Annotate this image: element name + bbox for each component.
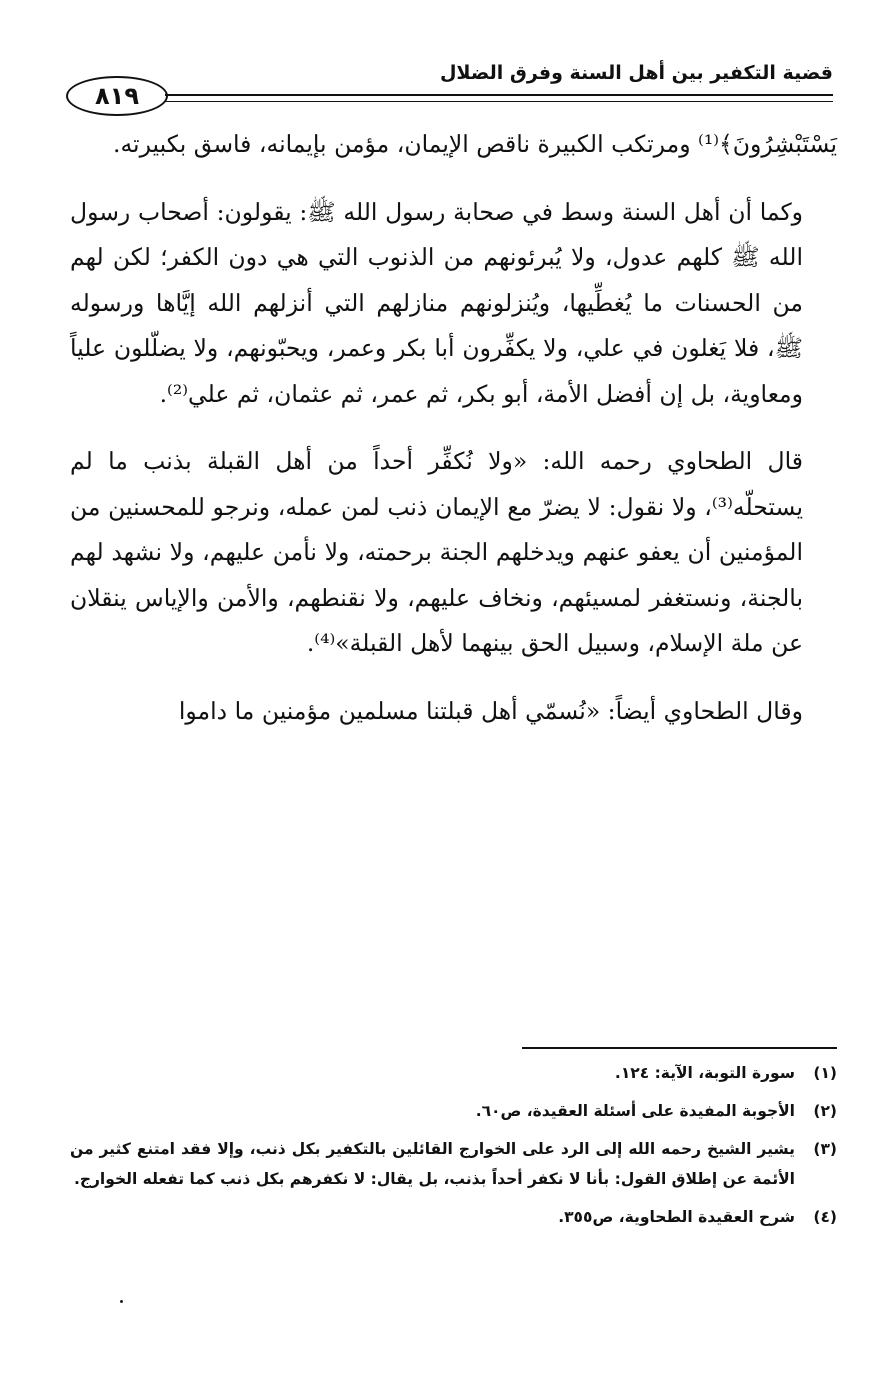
main-text (70, 122, 837, 734)
paragraph-4: وقال الطحاوي أيضاً: «نُسمّي أهل قبلتنا مسلمين مؤمنين ما داموا (178, 696, 803, 725)
footnote-number: (٣) (813, 1140, 837, 1158)
footnote-text: يشير الشيخ رحمه الله إلى الرد على الخوارج القائلين بالتكفير بكل ذنب، وإلا فقد امتنع كثير من الأئمة عن إطلاق القول: بأنا لا نكفر أحداً بذنب، بل يقال: لا نكفرهم بكل ذنب كما تفعله الخوارج. (70, 1140, 795, 1188)
header-rule (165, 94, 833, 102)
paragraph-3: قال الطحاوي رحمه الله: «ولا نُكفِّر أحداً من أهل القبلة بذنب ما لم يستحلّه⁽³⁾، ولا نقول: لا يضرّ مع الإيمان ذنب لمن عمله، ونرجو للمحسنين من المؤمنين أن يعفو عنهم ويدخلهم الجنة برحمته، ولا نأمن عليهم، ولا نشهد لهم بالجنة، ونستغفر لمسيئهم، ونخاف عليهم، ولا نقنطهم، والأمن والإياس ينقلان عن ملة الإسلام، وسبيل الحق بينهما لأهل القبلة»⁽⁴⁾. (70, 447, 803, 657)
scan-speck (120, 1300, 123, 1303)
footnote-3 (70, 1134, 837, 1194)
footnote-1 (70, 1058, 837, 1088)
footnote-number: (١) (813, 1064, 837, 1082)
footnote-4 (70, 1202, 837, 1232)
footnote-text: سورة التوبة، الآية: ١٢٤. (614, 1064, 795, 1082)
paragraph-2: وكما أن أهل السنة وسط في صحابة رسول الله ﷺ: يقولون: أصحاب رسول الله ﷺ كلهم عدول، ولا يُبرئونهم من الذنوب التي هي دون الكفر؛ لكن لهم من الحسنات ما يُغطِّيها، ويُنزلونهم منازلهم التي أنزلهم الله إيَّاها ورسوله ﷺ، فلا يَغلون في علي، ولا يكفِّرون أبا بكر وعمر، ويحبّونهم، ولا يضلّلون علياً ومعاوية، بل إن أفضل الأمة، أبو بكر، ثم عمر، ثم عثمان، ثم علي⁽²⁾. (70, 197, 803, 408)
footnotes (70, 1058, 837, 1240)
running-title: قضية التكفير بين أهل السنة وفرق الضلال (439, 62, 833, 84)
footnote-2 (70, 1096, 837, 1126)
footnote-text: شرح العقيدة الطحاوية، ص٣٥٥. (558, 1208, 795, 1226)
paragraph-1: يَسْتَبْشِرُونَ﴾⁽¹⁾ ومرتكب الكبيرة ناقص الإيمان، مؤمن بإيمانه، فاسق بكبيرته. (112, 130, 837, 158)
footnote-text: الأجوبة المفيدة على أسئلة العقيدة، ص٦٠. (475, 1102, 795, 1120)
page-number: ٨١٩ (66, 76, 168, 116)
footnote-number: (٢) (813, 1102, 837, 1120)
footnote-number: (٤) (813, 1208, 837, 1226)
footnote-rule (522, 1047, 837, 1049)
